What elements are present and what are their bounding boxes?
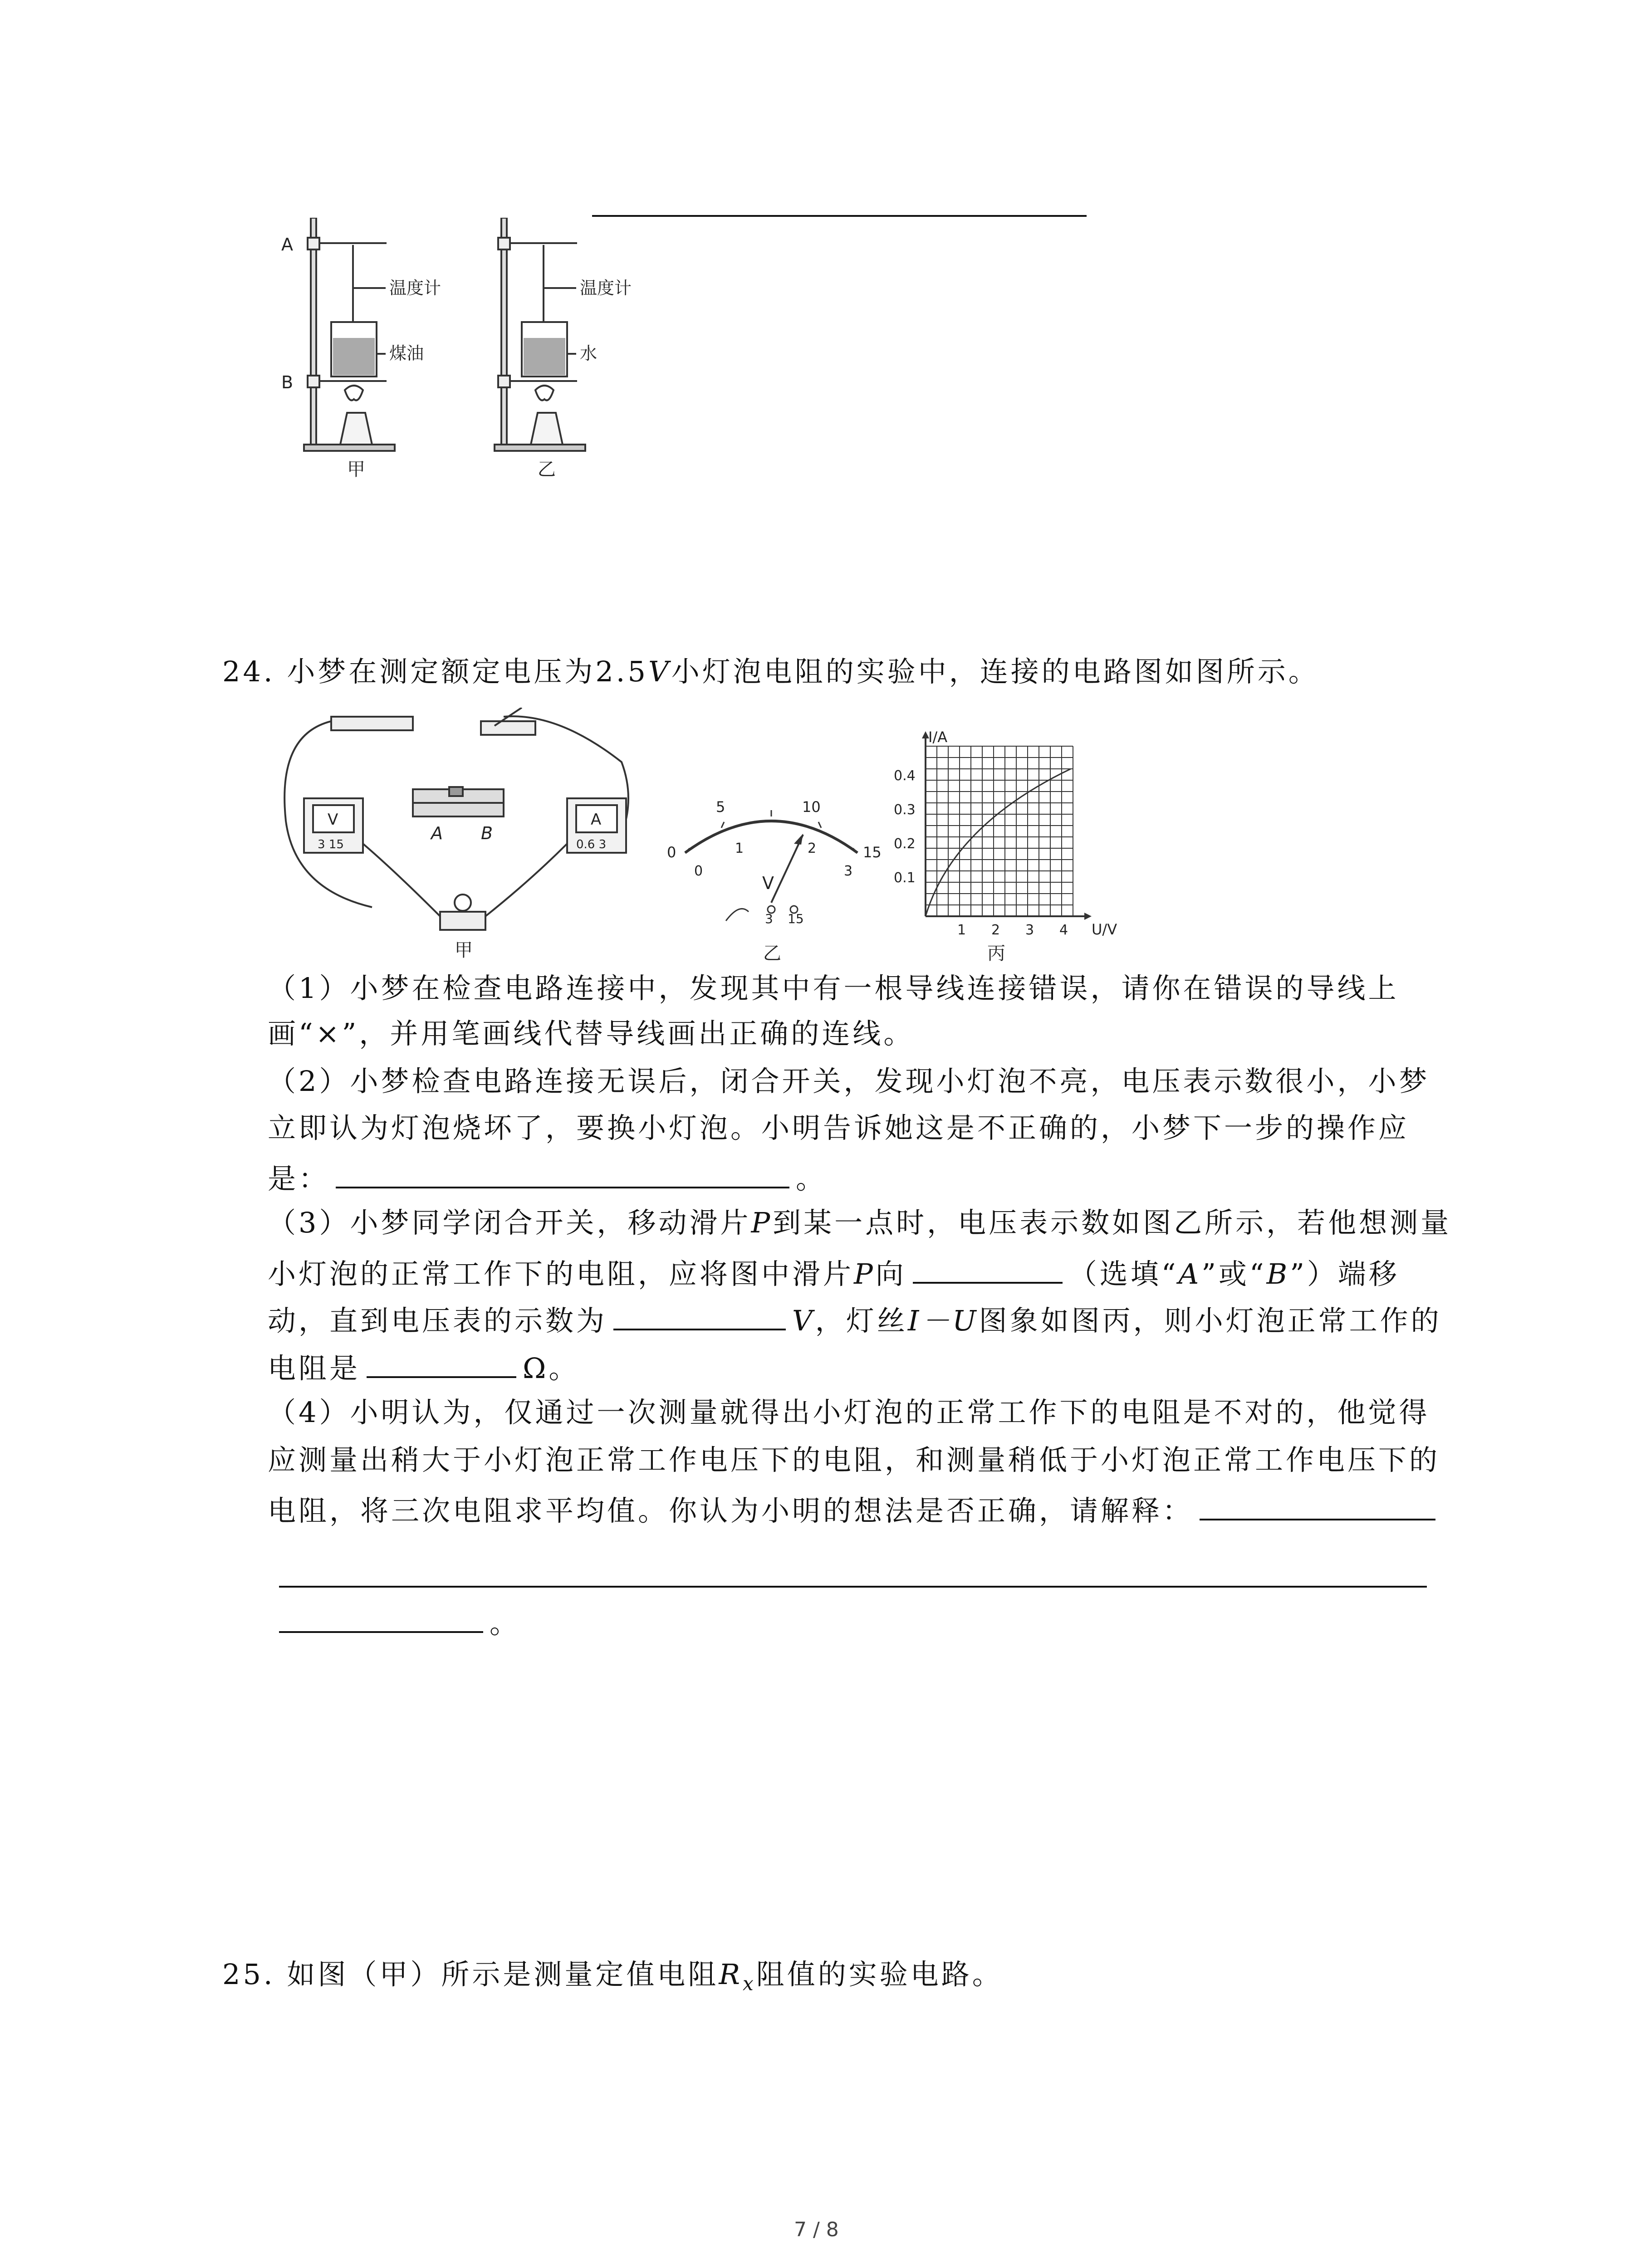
slider-label-a: A	[431, 823, 443, 843]
q24-stem-value: 2.5	[595, 655, 648, 688]
y-tick-02: 0.2	[894, 836, 916, 852]
q24-p4-line1: （4）小明认为，仅通过一次测量就得出小灯泡的正常工作下的电阻是不对的，他觉得	[268, 1396, 1430, 1429]
figure-circuit-jia	[277, 708, 649, 962]
q24-stem-post: 小灯泡电阻的实验中，连接的电路图如图所示。	[671, 655, 1319, 688]
y-tick-04: 0.4	[894, 768, 916, 784]
answer-blank-voltage[interactable]	[613, 1303, 786, 1330]
q24-p2-pre: 是：	[268, 1162, 330, 1195]
q24-p3-l2-or: ”或“	[1201, 1257, 1267, 1290]
apparatus-left	[304, 218, 395, 451]
q25-stem	[222, 1960, 1003, 1998]
answer-blank-resistance[interactable]	[367, 1351, 516, 1378]
q24-p3-line4	[268, 1351, 579, 1383]
terminal-3: 3	[765, 911, 773, 926]
q24-p3-l2-b: B	[1266, 1257, 1290, 1290]
q24-p2-line2: 立即认为灯泡烧坏了，要换小灯泡。小明告诉她这是不正确的，小梦下一步的操作应	[268, 1111, 1410, 1144]
y-tick-01: 0.1	[894, 870, 916, 886]
label-point-a: A	[281, 235, 293, 254]
q24-p2-line1: （2）小梦检查电路连接无误后，闭合开关，发现小灯泡不亮，电压表示数很小，小梦	[268, 1065, 1430, 1098]
upper-tick-5: 5	[716, 798, 725, 816]
q24-p3-l3-pre: 动，直到电压表的示数为	[268, 1304, 607, 1337]
label-point-b: B	[281, 372, 294, 392]
q24-p2-line3	[268, 1161, 827, 1193]
x-axis-label: U/V	[1092, 921, 1117, 938]
q24-p3-l2-a: A	[1178, 1257, 1202, 1290]
q24-p4-l5-post: 。	[490, 1607, 521, 1640]
label-fig-bing: 丙	[987, 943, 1005, 964]
q24-p3-l2-end: ”）端移	[1290, 1257, 1400, 1290]
x-tick-2: 2	[991, 922, 1000, 938]
label-fig-jia: 甲	[347, 459, 365, 480]
q25-stem-sub: x	[743, 1972, 756, 1995]
voltmeter-unit: V	[762, 873, 774, 893]
label-thermometer-right: 温度计	[580, 278, 632, 298]
iu-curve	[926, 769, 1071, 916]
q24-p4-l3-text: 电阻，将三次电阻求平均值。你认为小明的想法是否正确，请解释：	[268, 1494, 1194, 1527]
q24-p4-line5	[279, 1606, 521, 1640]
upper-tick-0: 0	[667, 844, 676, 861]
q24-p3-l1-pre: （3）小梦同学闭合开关，移动滑片	[268, 1206, 751, 1239]
apparatus-right	[495, 218, 585, 451]
q24-p3-l4-post: Ω。	[523, 1352, 580, 1385]
q24-p3-l3-post: 图象如图丙，则小灯泡正常工作的	[979, 1304, 1442, 1337]
upper-tick-15: 15	[863, 844, 882, 861]
label-kerosene: 煤油	[389, 343, 424, 363]
label-fig-yi: 乙	[763, 943, 781, 964]
voltmeter-symbol: V	[328, 811, 338, 829]
terminals-voltmeter: 3 15	[318, 838, 344, 851]
q24-p3-line1	[268, 1206, 1452, 1239]
label-fig-yi-top: 乙	[538, 459, 556, 480]
q24-p3-l3-v: V	[792, 1304, 815, 1337]
page-number: 7 / 8	[794, 2218, 839, 2241]
q24-p3-l1-p: P	[751, 1206, 773, 1239]
q25-stem-post: 阻值的实验电路。	[756, 1958, 1003, 1991]
answer-line-top	[592, 215, 1087, 217]
slider-label-b: B	[481, 823, 493, 843]
lower-tick-3: 3	[844, 863, 853, 879]
label-fig-jia-circuit: 甲	[455, 940, 473, 961]
label-water: 水	[580, 343, 598, 363]
figure-voltmeter-yi	[658, 785, 894, 966]
q24-p3-line3	[268, 1303, 1442, 1335]
y-axis-label: I/A	[928, 728, 948, 746]
y-tick-03: 0.3	[894, 802, 916, 818]
lower-tick-0: 0	[694, 863, 703, 879]
q25-number: 25.	[222, 1958, 275, 1991]
q24-stem	[222, 655, 1319, 688]
terminal-15: 15	[788, 911, 804, 926]
x-tick-1: 1	[957, 922, 966, 938]
graph-grid	[926, 746, 1073, 916]
q24-p3-l4-pre: 电阻是	[268, 1352, 361, 1385]
figure-heating-setup	[268, 218, 685, 485]
q24-p3-l2-post-a: （选填“	[1068, 1257, 1179, 1290]
q24-p3-l1-post: 到某一点时，电压表示数如图乙所示，若他想测量	[773, 1206, 1452, 1239]
q25-stem-pre: 如图（甲）所示是测量定值电阻	[287, 1958, 719, 1991]
answer-blank-explain-3[interactable]	[279, 1606, 483, 1633]
lower-tick-2: 2	[808, 841, 817, 856]
q24-p4-line3	[268, 1493, 1442, 1525]
answer-blank-next-step[interactable]	[336, 1161, 789, 1188]
q24-p3-l3-mid: ，灯丝	[815, 1304, 908, 1337]
q24-p3-l3-iu: I－U	[907, 1304, 979, 1337]
answer-blank-explain-1[interactable]	[1200, 1493, 1435, 1520]
q24-p3-line2	[268, 1256, 1400, 1288]
q24-p1-line2: 画“×”，并用笔画线代替导线画出正确的连线。	[268, 1017, 915, 1050]
answer-blank-explain-2[interactable]	[279, 1586, 1427, 1588]
figure-iu-graph-bing	[889, 726, 1143, 966]
q24-p1-line1: （1）小梦在检查电路连接中，发现其中有一根导线连接错误，请你在错误的导线上	[268, 972, 1399, 1005]
q24-p4-line2: 应测量出稍大于小灯泡正常工作电压下的电阻，和测量稍低于小灯泡正常工作电压下的	[268, 1443, 1440, 1476]
terminals-ammeter: 0.6 3	[576, 838, 607, 851]
upper-tick-10: 10	[802, 798, 821, 816]
q24-stem-pre: 小梦在测定额定电压为	[287, 655, 596, 688]
q24-p3-l2-p: P	[854, 1257, 876, 1290]
answer-blank-direction[interactable]	[913, 1256, 1063, 1284]
q24-p2-post: 。	[796, 1162, 827, 1195]
q25-stem-r: R	[719, 1958, 743, 1991]
q24-number: 24.	[222, 655, 275, 688]
x-tick-3: 3	[1025, 922, 1034, 938]
ammeter-symbol: A	[591, 811, 602, 829]
lower-tick-1: 1	[735, 841, 744, 856]
label-thermometer-left: 温度计	[389, 278, 441, 298]
x-tick-4: 4	[1059, 922, 1068, 938]
q24-p3-l2-mid: 向	[875, 1257, 906, 1290]
q24-stem-unit: V	[648, 655, 671, 688]
q24-p3-l2-pre: 小灯泡的正常工作下的电阻，应将图中滑片	[268, 1257, 854, 1290]
